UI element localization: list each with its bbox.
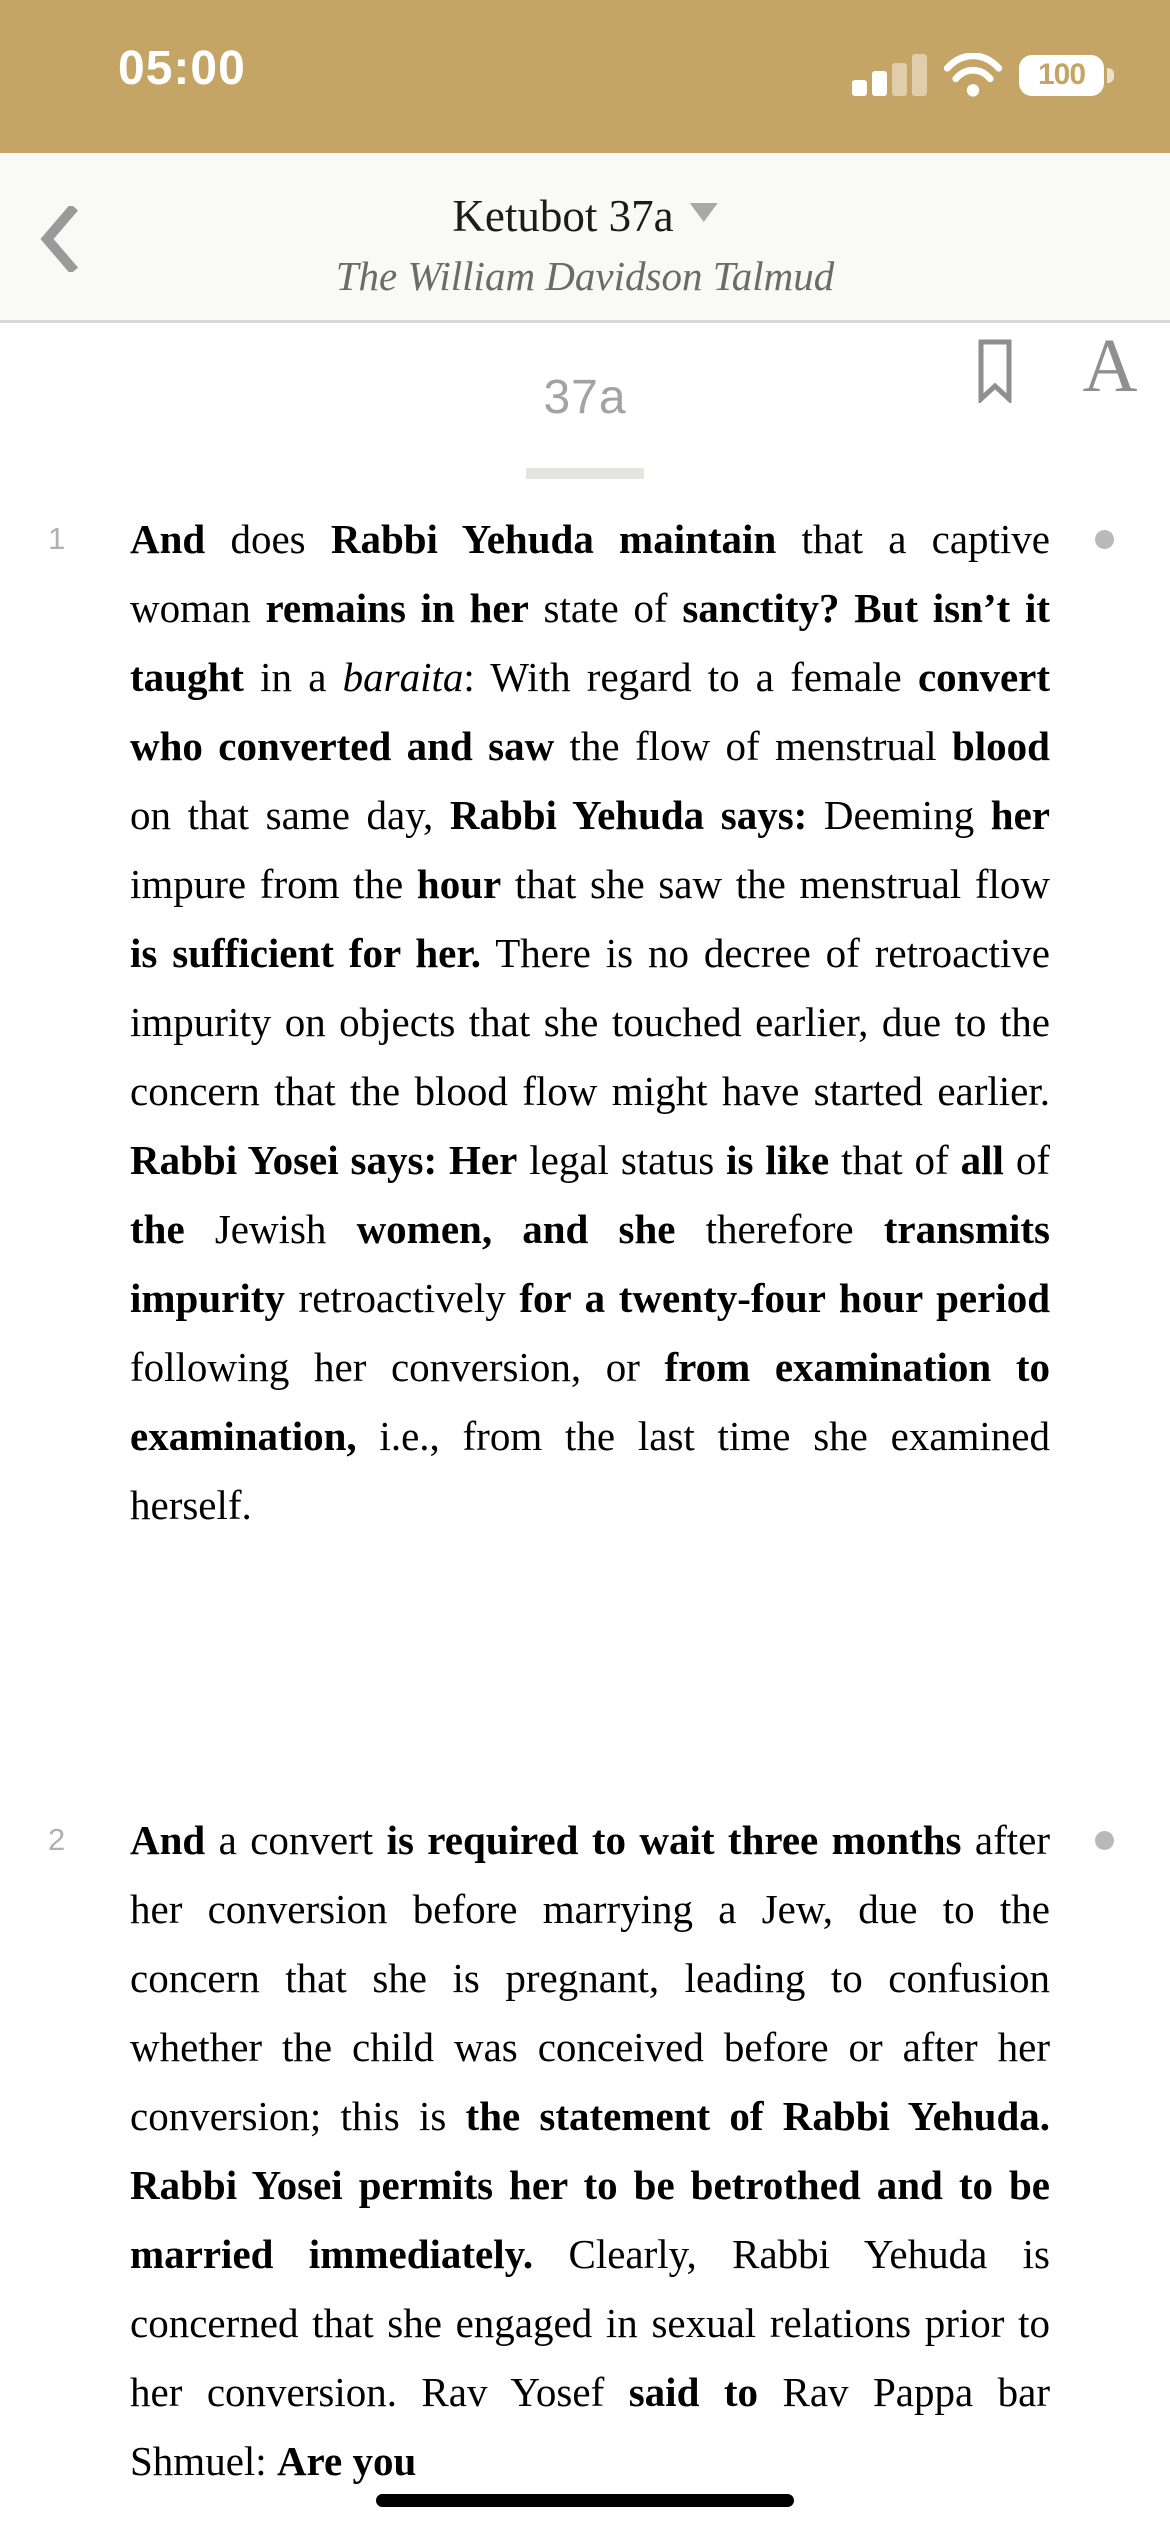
wifi-icon [944, 53, 1002, 97]
paragraph-number: 1 [48, 521, 66, 556]
title-dropdown[interactable] [452, 191, 717, 241]
back-button[interactable] [38, 189, 108, 289]
battery-level: 100 [1037, 58, 1086, 91]
paragraph[interactable] [48, 505, 1051, 1540]
header-title-block [336, 191, 835, 299]
section-title: 37a [543, 371, 627, 424]
paragraph-number: 2 [48, 1822, 66, 1857]
status-time: 05:00 [118, 42, 246, 95]
status-bar [0, 0, 1170, 153]
section-header [0, 372, 1170, 479]
section-underline [526, 468, 644, 479]
segment-dot [1095, 1831, 1114, 1850]
back-chevron-icon [38, 206, 80, 272]
reader-header [0, 153, 1170, 408]
battery-nub [1107, 68, 1114, 83]
paragraph-text[interactable]: And does Rabbi Yehuda maintain that a captive woman remains in her state of sanctity? But isn’t it taught in a baraita: With regard to a female convert who converted and saw the flow of menstrual blood on that same day, Rabbi Yehuda says: Deeming her impure from the hour that she saw the menstrual flow is sufficient for her. There is no decree of retroactive impurity on objects that she touched earlier, due to the concern that the blood flow might have started earlier. Rabbi Yosei says: Her legal status is like that of all of the Jewish women, and she therefore transmits impurity retroactively for a twenty-four hour period following her conversion, or from examination to examination, i.e., from the last time she examined herself. [130, 516, 1051, 1528]
segment-dot [1095, 530, 1114, 549]
paragraph-text[interactable]: And a convert is required to wait three months after her conversion before marrying a Jew, due to the concern that she is pregnant, leading to confusion whether the child was conceived before or after her conversion; this is the statement of Rabbi Yehuda. Rabbi Yosei permits her to be betrothed and to be married immediately. Clearly, Rabbi Yehuda is concerned that she engaged in sexual relations prior to her conversion. Rav Yosef said to Rav Pappa bar Shmuel: Are you [130, 1817, 1051, 2484]
version-subtitle: The William Davidson Talmud [335, 253, 835, 299]
home-indicator[interactable] [376, 2494, 794, 2507]
paragraph[interactable] [48, 1806, 1051, 2496]
cellular-signal-icon [852, 54, 927, 96]
battery-icon [1019, 55, 1104, 96]
status-icons [852, 52, 1104, 98]
chevron-down-icon [690, 203, 718, 222]
font-size-icon: A [1082, 324, 1138, 408]
page-title: Ketubot 37a [452, 191, 674, 241]
